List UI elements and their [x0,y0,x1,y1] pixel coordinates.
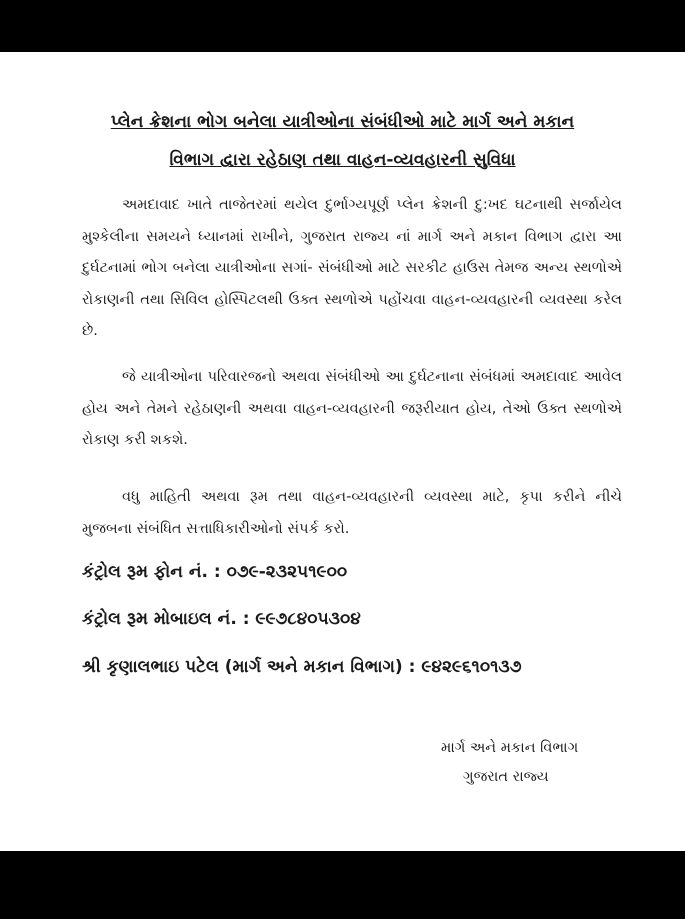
paragraph-3: વધુ માહિતી અથવા રૂમ તથા વાહન-વ્યવહારની વ્યવસ્થા માટે, કૃપા કરીને નીચે મુજબના સંબંધિત સત્તાધિકારીઓનો સંપર્ક કરો. [82,489,622,537]
contact-control-room-phone: કંટ્રોલ રૂમ ફોન નં. : ૦૭૯-૨૩૨૫૧૯૦૦ [82,562,348,582]
document-title-line-2: વિભાગ દ્વારા રહેઠાણ તથા વાહન-વ્યવહારની સુવિધા [169,150,516,170]
contact-control-room-mobile: કંટ્રોલ રૂમ મોબાઇલ નં. : ૯૯૭૮૪૦૫૩૦૪ [82,609,361,629]
paragraph-1: અમદાવાદ ખાતે તાજેતરમાં થયેલ દુર્ભાગ્યપૂર્ણ પ્લેન ક્રેશની દુ:ખદ ઘટનાથી સર્જાયેલ મુશ્કેલીના સમયને ધ્યાનમાં રાખીને, ગુજરાત રાજ્ય નાં માર્ગ અને મકાન વિભાગ દ્વારા આ દુર્ઘટનામાં ભોગ બનેલા યાત્રીઓના સગાં- સંબંધીઓ માટે સરકીટ હાઉસ તેમજ અન્ય સ્થળોએ રોકાણની તથા સિવિલ હોસ્પિટલથી ઉક્ત સ્થળોએ પહોંચવા વાહન-વ્યવહારની વ્યવસ્થા કરેલ છે. [82,197,623,339]
document-page [0,52,685,851]
signature-department: માર્ગ અને મકાન વિભાગ [441,740,579,756]
signature-state: ગુજરાત રાજ્ય [463,769,549,785]
document-title-line-1: પ્લેન ક્રેશના ભોગ બનેલા યાત્રીઓના સંબંધીઓ માટે માર્ગ અને મકાન [110,112,575,132]
contact-officer: શ્રી કૃણાલભાઇ પટેલ (માર્ગ અને મકાન વિભાગ) : ૯૪૨૯૬૧૦૧૩૭ [82,657,522,677]
paragraph-2: જે યાત્રીઓના પરિવારજનો અથવા સંબંધીઓ આ દુર્ઘટનાના સંબંધમાં અમદાવાદ આવેલ હોય અને તેમને રહેઠાણની અથવા વાહન-વ્યવહારની જરૂરીયાત હોય, તેઓ ઉક્ત સ્થળોએ રોકાણ કરી શકશે. [82,369,622,448]
